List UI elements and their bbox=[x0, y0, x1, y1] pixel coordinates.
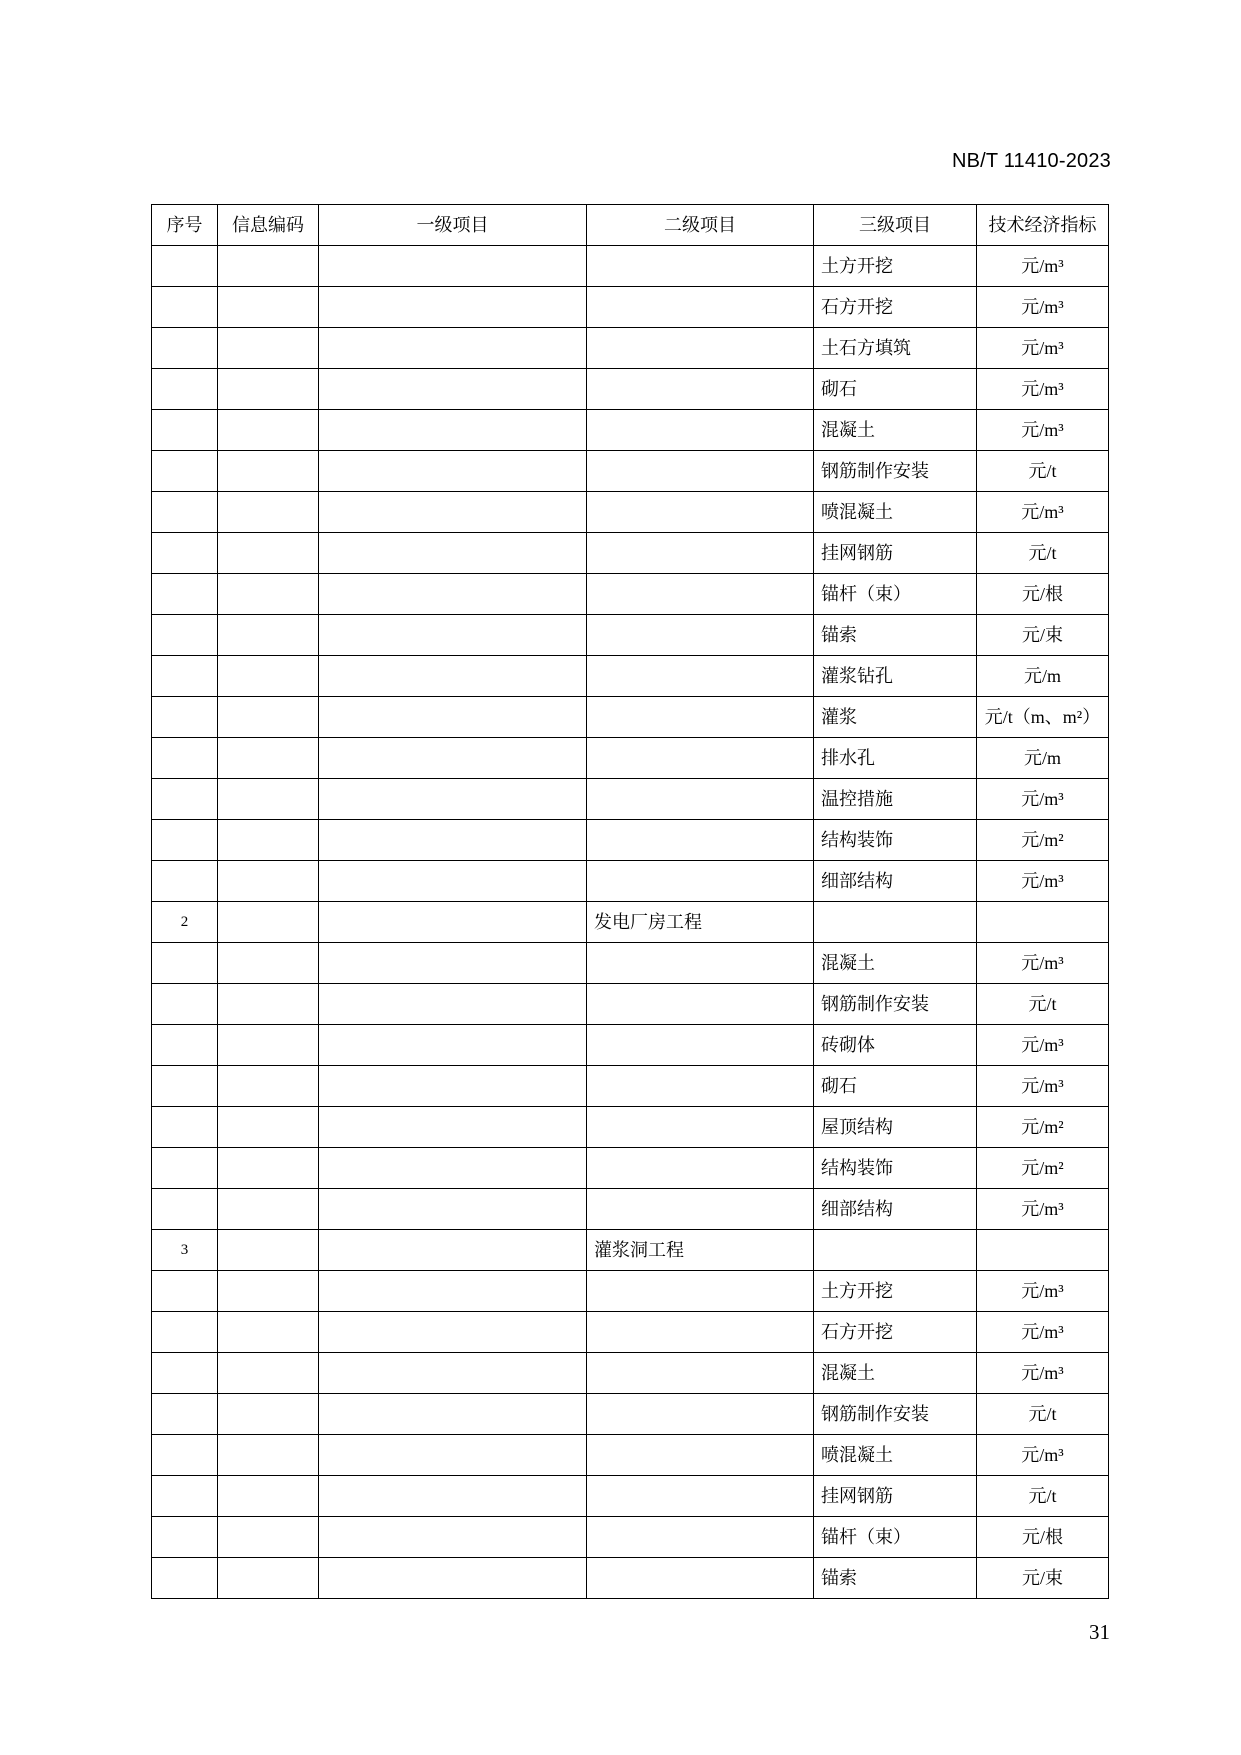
level3-item-cell bbox=[814, 902, 977, 943]
level3-item-cell: 灌浆钻孔 bbox=[814, 656, 977, 697]
level3-item-cell: 锚杆（束） bbox=[814, 574, 977, 615]
info-code-cell bbox=[218, 1312, 319, 1353]
indicator-cell: 元/m³ bbox=[977, 1271, 1109, 1312]
table-row bbox=[152, 451, 1109, 492]
seq-cell bbox=[152, 1394, 218, 1435]
seq-cell bbox=[152, 1066, 218, 1107]
info-code-cell bbox=[218, 1148, 319, 1189]
table-row bbox=[152, 984, 1109, 1025]
info-code-cell bbox=[218, 615, 319, 656]
info-code-cell bbox=[218, 533, 319, 574]
level3-item-cell: 锚索 bbox=[814, 1558, 977, 1599]
level3-item-cell: 砌石 bbox=[814, 1066, 977, 1107]
indicator-cell: 元/m³ bbox=[977, 779, 1109, 820]
info-code-cell bbox=[218, 1476, 319, 1517]
table-row bbox=[152, 328, 1109, 369]
info-code-cell bbox=[218, 943, 319, 984]
level2-item-cell bbox=[587, 984, 814, 1025]
indicator-cell: 元/m³ bbox=[977, 861, 1109, 902]
info-code-cell bbox=[218, 574, 319, 615]
level2-item-cell bbox=[587, 656, 814, 697]
indicator-cell: 元/t bbox=[977, 984, 1109, 1025]
level1-item-cell bbox=[319, 697, 587, 738]
level2-item-cell bbox=[587, 861, 814, 902]
level2-item-cell bbox=[587, 1312, 814, 1353]
seq-cell bbox=[152, 369, 218, 410]
header-level3-item: 三级项目 bbox=[814, 205, 977, 246]
info-code-cell bbox=[218, 1435, 319, 1476]
indicator-cell: 元/m³ bbox=[977, 1353, 1109, 1394]
table-row bbox=[152, 1271, 1109, 1312]
info-code-cell bbox=[218, 451, 319, 492]
seq-cell bbox=[152, 287, 218, 328]
level2-item-cell bbox=[587, 410, 814, 451]
level1-item-cell bbox=[319, 984, 587, 1025]
seq-cell bbox=[152, 984, 218, 1025]
seq-cell bbox=[152, 820, 218, 861]
level2-item-cell bbox=[587, 1148, 814, 1189]
level3-item-cell: 喷混凝土 bbox=[814, 492, 977, 533]
level1-item-cell bbox=[319, 1353, 587, 1394]
indicator-cell: 元/根 bbox=[977, 574, 1109, 615]
seq-cell bbox=[152, 656, 218, 697]
info-code-cell bbox=[218, 779, 319, 820]
level1-item-cell bbox=[319, 492, 587, 533]
level3-item-cell: 土石方填筑 bbox=[814, 328, 977, 369]
indicator-table bbox=[151, 204, 1109, 1599]
seq-cell bbox=[152, 328, 218, 369]
standard-code: NB/T 11410-2023 bbox=[951, 150, 1111, 172]
level2-item-cell bbox=[587, 820, 814, 861]
seq-cell bbox=[152, 861, 218, 902]
seq-cell bbox=[152, 1435, 218, 1476]
level3-item-cell: 砖砌体 bbox=[814, 1025, 977, 1066]
level2-item-cell bbox=[587, 1271, 814, 1312]
info-code-cell bbox=[218, 820, 319, 861]
seq-cell bbox=[152, 943, 218, 984]
level2-item-cell bbox=[587, 1353, 814, 1394]
level3-item-cell: 喷混凝土 bbox=[814, 1435, 977, 1476]
seq-cell bbox=[152, 738, 218, 779]
level1-item-cell bbox=[319, 1148, 587, 1189]
table-row bbox=[152, 1189, 1109, 1230]
seq-cell bbox=[152, 1312, 218, 1353]
level3-item-cell: 锚杆（束） bbox=[814, 1517, 977, 1558]
level3-item-cell: 排水孔 bbox=[814, 738, 977, 779]
indicator-cell: 元/m³ bbox=[977, 492, 1109, 533]
info-code-cell bbox=[218, 697, 319, 738]
table-row bbox=[152, 1025, 1109, 1066]
table-row bbox=[152, 861, 1109, 902]
table-row bbox=[152, 1353, 1109, 1394]
indicator-cell: 元/t（m、m²） bbox=[977, 697, 1109, 738]
level3-item-cell: 挂网钢筋 bbox=[814, 1476, 977, 1517]
level3-item-cell: 土方开挖 bbox=[814, 246, 977, 287]
seq-cell bbox=[152, 1148, 218, 1189]
seq-cell bbox=[152, 1558, 218, 1599]
level2-item-cell: 发电厂房工程 bbox=[587, 902, 814, 943]
table-header-row bbox=[152, 205, 1109, 246]
info-code-cell bbox=[218, 656, 319, 697]
table-row bbox=[152, 1148, 1109, 1189]
level2-item-cell bbox=[587, 1107, 814, 1148]
level1-item-cell bbox=[319, 574, 587, 615]
indicator-cell: 元/m³ bbox=[977, 1312, 1109, 1353]
level1-item-cell bbox=[319, 902, 587, 943]
indicator-cell: 元/束 bbox=[977, 1558, 1109, 1599]
level3-item-cell: 结构装饰 bbox=[814, 820, 977, 861]
level3-item-cell: 混凝土 bbox=[814, 943, 977, 984]
level2-item-cell bbox=[587, 1435, 814, 1476]
level1-item-cell bbox=[319, 1189, 587, 1230]
indicator-cell: 元/m³ bbox=[977, 410, 1109, 451]
level1-item-cell bbox=[319, 1558, 587, 1599]
level1-item-cell bbox=[319, 287, 587, 328]
level1-item-cell bbox=[319, 656, 587, 697]
seq-cell bbox=[152, 574, 218, 615]
header-info-code: 信息编码 bbox=[218, 205, 319, 246]
info-code-cell bbox=[218, 1189, 319, 1230]
table-row bbox=[152, 574, 1109, 615]
level1-item-cell bbox=[319, 820, 587, 861]
info-code-cell bbox=[218, 1066, 319, 1107]
seq-cell bbox=[152, 246, 218, 287]
level1-item-cell bbox=[319, 1107, 587, 1148]
seq-cell bbox=[152, 1517, 218, 1558]
level1-item-cell bbox=[319, 615, 587, 656]
info-code-cell bbox=[218, 1558, 319, 1599]
level1-item-cell bbox=[319, 861, 587, 902]
seq-cell bbox=[152, 615, 218, 656]
level1-item-cell bbox=[319, 246, 587, 287]
seq-cell bbox=[152, 779, 218, 820]
level1-item-cell bbox=[319, 1517, 587, 1558]
level3-item-cell: 灌浆 bbox=[814, 697, 977, 738]
table-row bbox=[152, 533, 1109, 574]
info-code-cell bbox=[218, 738, 319, 779]
indicator-cell: 元/m² bbox=[977, 1148, 1109, 1189]
indicator-cell: 元/m³ bbox=[977, 328, 1109, 369]
table-row bbox=[152, 697, 1109, 738]
level3-item-cell: 钢筋制作安装 bbox=[814, 451, 977, 492]
seq-cell bbox=[152, 1353, 218, 1394]
seq-cell: 3 bbox=[152, 1230, 218, 1271]
table-row bbox=[152, 738, 1109, 779]
indicator-cell: 元/束 bbox=[977, 615, 1109, 656]
level1-item-cell bbox=[319, 943, 587, 984]
level1-item-cell bbox=[319, 1230, 587, 1271]
level3-item-cell: 锚索 bbox=[814, 615, 977, 656]
table-row bbox=[152, 369, 1109, 410]
level3-item-cell: 土方开挖 bbox=[814, 1271, 977, 1312]
indicator-cell: 元/m² bbox=[977, 820, 1109, 861]
seq-cell bbox=[152, 410, 218, 451]
level3-item-cell: 石方开挖 bbox=[814, 287, 977, 328]
level2-item-cell bbox=[587, 533, 814, 574]
page-number: 31 bbox=[1089, 1620, 1110, 1644]
table-row bbox=[152, 492, 1109, 533]
level2-item-cell bbox=[587, 1189, 814, 1230]
header-level1-item: 一级项目 bbox=[319, 205, 587, 246]
level1-item-cell bbox=[319, 1312, 587, 1353]
indicator-cell: 元/根 bbox=[977, 1517, 1109, 1558]
info-code-cell bbox=[218, 902, 319, 943]
info-code-cell bbox=[218, 287, 319, 328]
level2-item-cell bbox=[587, 1476, 814, 1517]
level3-item-cell: 细部结构 bbox=[814, 861, 977, 902]
level1-item-cell bbox=[319, 328, 587, 369]
level2-item-cell bbox=[587, 1066, 814, 1107]
indicator-cell: 元/m³ bbox=[977, 1435, 1109, 1476]
table-row bbox=[152, 1558, 1109, 1599]
indicator-cell: 元/m³ bbox=[977, 943, 1109, 984]
indicator-cell: 元/m bbox=[977, 656, 1109, 697]
table-row bbox=[152, 615, 1109, 656]
table-row bbox=[152, 902, 1109, 943]
indicator-cell: 元/m³ bbox=[977, 1066, 1109, 1107]
level3-item-cell bbox=[814, 1230, 977, 1271]
level2-item-cell bbox=[587, 574, 814, 615]
level3-item-cell: 细部结构 bbox=[814, 1189, 977, 1230]
seq-cell bbox=[152, 1025, 218, 1066]
table-row bbox=[152, 943, 1109, 984]
level1-item-cell bbox=[319, 1271, 587, 1312]
info-code-cell bbox=[218, 861, 319, 902]
level3-item-cell: 挂网钢筋 bbox=[814, 533, 977, 574]
table-row bbox=[152, 246, 1109, 287]
info-code-cell bbox=[218, 410, 319, 451]
info-code-cell bbox=[218, 369, 319, 410]
level1-item-cell bbox=[319, 1476, 587, 1517]
level3-item-cell: 混凝土 bbox=[814, 1353, 977, 1394]
level2-item-cell: 灌浆洞工程 bbox=[587, 1230, 814, 1271]
level2-item-cell bbox=[587, 697, 814, 738]
level2-item-cell bbox=[587, 1517, 814, 1558]
seq-cell bbox=[152, 1189, 218, 1230]
info-code-cell bbox=[218, 1353, 319, 1394]
level1-item-cell bbox=[319, 779, 587, 820]
level2-item-cell bbox=[587, 451, 814, 492]
level2-item-cell bbox=[587, 492, 814, 533]
level1-item-cell bbox=[319, 1066, 587, 1107]
level2-item-cell bbox=[587, 1558, 814, 1599]
info-code-cell bbox=[218, 1230, 319, 1271]
indicator-cell: 元/t bbox=[977, 451, 1109, 492]
table-row bbox=[152, 1066, 1109, 1107]
info-code-cell bbox=[218, 1107, 319, 1148]
level3-item-cell: 石方开挖 bbox=[814, 1312, 977, 1353]
table-row bbox=[152, 1517, 1109, 1558]
indicator-cell: 元/m³ bbox=[977, 287, 1109, 328]
level3-item-cell: 砌石 bbox=[814, 369, 977, 410]
level2-item-cell bbox=[587, 1025, 814, 1066]
level2-item-cell bbox=[587, 328, 814, 369]
table-row bbox=[152, 820, 1109, 861]
seq-cell bbox=[152, 492, 218, 533]
indicator-cell: 元/m³ bbox=[977, 369, 1109, 410]
indicator-cell: 元/t bbox=[977, 1394, 1109, 1435]
level1-item-cell bbox=[319, 1435, 587, 1476]
header-indicator: 技术经济指标 bbox=[977, 205, 1109, 246]
level1-item-cell bbox=[319, 369, 587, 410]
table-row bbox=[152, 656, 1109, 697]
indicator-cell: 元/m³ bbox=[977, 1025, 1109, 1066]
level2-item-cell bbox=[587, 246, 814, 287]
seq-cell bbox=[152, 451, 218, 492]
indicator-cell: 元/t bbox=[977, 1476, 1109, 1517]
table-row bbox=[152, 410, 1109, 451]
level2-item-cell bbox=[587, 779, 814, 820]
table-row bbox=[152, 779, 1109, 820]
level2-item-cell bbox=[587, 1394, 814, 1435]
info-code-cell bbox=[218, 1517, 319, 1558]
info-code-cell bbox=[218, 1271, 319, 1312]
table-row bbox=[152, 1394, 1109, 1435]
table-body bbox=[152, 246, 1109, 1599]
indicator-cell: 元/t bbox=[977, 533, 1109, 574]
level2-item-cell bbox=[587, 287, 814, 328]
level1-item-cell bbox=[319, 533, 587, 574]
level2-item-cell bbox=[587, 369, 814, 410]
seq-cell bbox=[152, 1107, 218, 1148]
table-row bbox=[152, 1230, 1109, 1271]
header-seq: 序号 bbox=[152, 205, 218, 246]
info-code-cell bbox=[218, 1394, 319, 1435]
indicator-cell: 元/m bbox=[977, 738, 1109, 779]
table-row bbox=[152, 1435, 1109, 1476]
level2-item-cell bbox=[587, 615, 814, 656]
seq-cell bbox=[152, 697, 218, 738]
level3-item-cell: 温控措施 bbox=[814, 779, 977, 820]
table-head bbox=[152, 205, 1109, 246]
table-row bbox=[152, 287, 1109, 328]
level1-item-cell bbox=[319, 451, 587, 492]
seq-cell: 2 bbox=[152, 902, 218, 943]
level1-item-cell bbox=[319, 1025, 587, 1066]
indicator-cell bbox=[977, 902, 1109, 943]
level3-item-cell: 屋顶结构 bbox=[814, 1107, 977, 1148]
info-code-cell bbox=[218, 984, 319, 1025]
info-code-cell bbox=[218, 492, 319, 533]
table-row bbox=[152, 1476, 1109, 1517]
seq-cell bbox=[152, 1271, 218, 1312]
level1-item-cell bbox=[319, 1394, 587, 1435]
indicator-cell: 元/m³ bbox=[977, 1189, 1109, 1230]
level2-item-cell bbox=[587, 943, 814, 984]
level1-item-cell bbox=[319, 738, 587, 779]
indicator-cell: 元/m² bbox=[977, 1107, 1109, 1148]
indicator-cell: 元/m³ bbox=[977, 246, 1109, 287]
table-row bbox=[152, 1107, 1109, 1148]
table-row bbox=[152, 1312, 1109, 1353]
seq-cell bbox=[152, 1476, 218, 1517]
level3-item-cell: 混凝土 bbox=[814, 410, 977, 451]
info-code-cell bbox=[218, 246, 319, 287]
indicator-cell bbox=[977, 1230, 1109, 1271]
level2-item-cell bbox=[587, 738, 814, 779]
header-level2-item: 二级项目 bbox=[587, 205, 814, 246]
seq-cell bbox=[152, 533, 218, 574]
info-code-cell bbox=[218, 1025, 319, 1066]
level1-item-cell bbox=[319, 410, 587, 451]
level3-item-cell: 钢筋制作安装 bbox=[814, 984, 977, 1025]
info-code-cell bbox=[218, 328, 319, 369]
level3-item-cell: 结构装饰 bbox=[814, 1148, 977, 1189]
level3-item-cell: 钢筋制作安装 bbox=[814, 1394, 977, 1435]
